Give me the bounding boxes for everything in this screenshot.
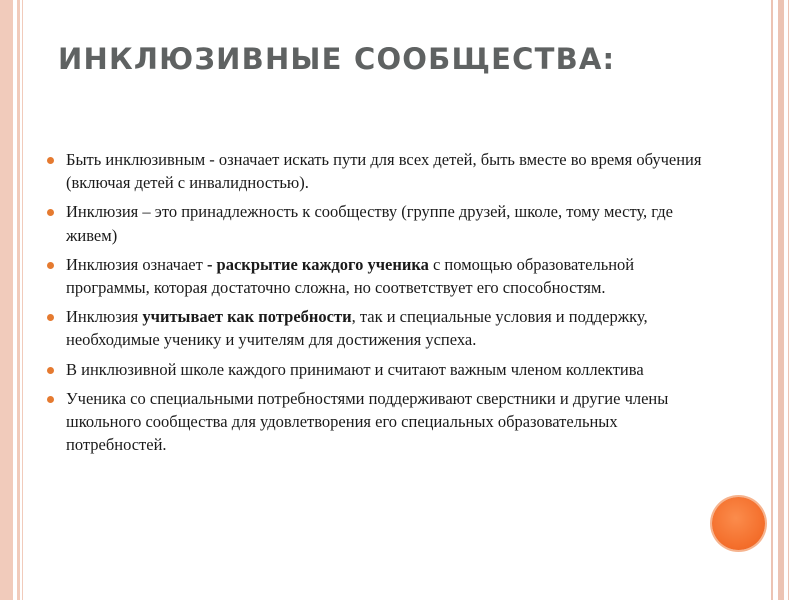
bullet-item [46,387,706,457]
bullet-bold-phrase: учитывает как потребности [142,307,352,327]
bullet-item [46,200,706,246]
bullet-text: Быть инклюзивным - означает искать пути для всех детей, быть вместе во время обучения (включая детей с инвалидностью). [66,150,702,193]
bullet-list [46,148,706,462]
bullet-item [46,253,706,299]
orange-circle-decoration [712,497,765,550]
bullet-dot-icon [47,314,54,321]
bullet-text: В инклюзивной школе каждого принимают и считают важным членом коллектива [66,359,644,379]
bullet-dot-icon [47,157,54,164]
right-decorative-line-thin [788,0,789,600]
slide-title: ИНКЛЮЗИВНЫЕ СООБЩЕСТВА: [58,42,616,76]
left-decorative-line-thin [22,0,23,600]
right-decorative-band [778,0,784,600]
right-decorative-line [771,0,773,600]
bullet-bold-phrase: - раскрытие каждого ученика [206,254,429,274]
bullet-item [46,305,706,351]
left-decorative-line [17,0,20,600]
bullet-item [46,358,706,381]
bullet-item [46,148,706,194]
bullet-text: Инклюзия – это принадлежность к сообществу (группе друзей, школе, тому месту, где живем) [66,202,673,245]
bullet-dot-icon [47,367,54,374]
bullet-text-end: с помощью образовательной программы, которая достаточно сложна, но соответствует его способностям. [66,254,635,298]
bullet-text-start: Инклюзия [66,307,143,327]
bullet-dot-icon [47,262,54,269]
left-decorative-band [0,0,13,600]
bullet-text-start: Инклюзия означает [66,254,207,274]
bullet-dot-icon [47,396,54,403]
bullet-text: Ученика со специальными потребностями поддерживают сверстники и другие члены школьного сообщества для удовлетворения его специальных образовательных потребностей. [66,388,669,455]
bullet-dot-icon [47,209,54,216]
bullet-text-end: , так и специальные условия и поддержку, необходимые ученику и учителям для достижения успеха. [66,307,648,350]
